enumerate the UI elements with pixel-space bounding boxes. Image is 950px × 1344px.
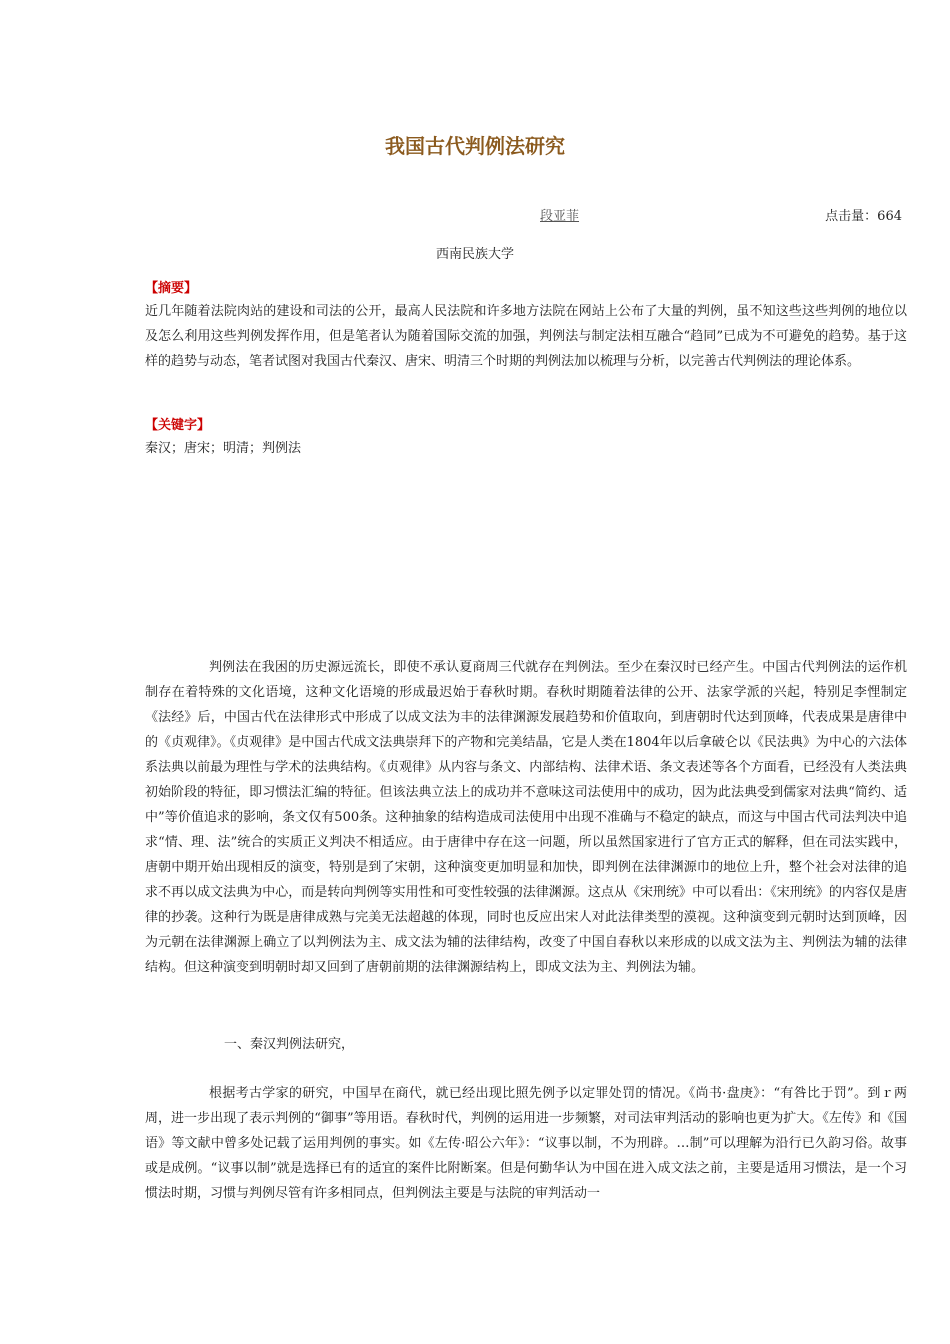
abstract-label: 【摘要】 [145, 281, 198, 296]
hit-count: 点击量：664 [825, 209, 902, 224]
keywords-label: 【关键字】 [145, 418, 211, 433]
intro-paragraph: 判例法在我困的历史源远流长，即使不承认夏商周三代就存在判例法。至少在秦汉时已经产生。中国古代判例法的运作机制存在着特殊的文化语境，这种文化语境的形成最迟始于春秋时期。春秋时期随着法律的公开、法家学派的兴起，特别足李悝制定《法经》后，中国古代在法律形式中形成了以成文法为丰的法律渊源发展趋势和价值取向，到唐朝时代达到顶峰，代表成果是唐律中的《贞观律》。《贞观律》是中国古代成文法典崇拜下的产物和完美结晶，它是人类在1804年以后拿破仑以《民法典》为中心的六法体系法典以前最为理性与学术的法典结构。《贞观律》从内容与条文、内部结构、法律术语、条文表述等各个方面看，已经没有人类法典初始阶段的特征，即习惯法汇编的特征。但该法典立法上的成功并不意味这司法使用中的成功，因为此法典受到儒家对法典“简约、适中”等价值追求的影响，条文仅有500条。这种抽象的结构造成司法使用中出现不准确与不稳定的缺点，而这与中国古代司法判决中追求“情、理、法”统合的实质正义判决不相适应。由于唐律中存在这一问题，所以虽然国家进行了官方正式的解释，但在司法实践中，唐朝中期开始出现相反的演变，特别是到了宋朝，这种演变更加明显和加快，即判例在法律渊源巾的地位上升，整个社会对法律的追求不再以成文法典为中心，而是转向判例等实用性和可变性较强的法律渊源。这点从《宋刑统》中可以看出：《宋刑统》的内容仅是唐律的抄袭。这种行为既是唐律成熟与完美无法超越的体现，同时也反应出宋人对此法律类型的漠视。这种演变到元朝时达到顶峰，因为元朝在法律渊源上确立了以判例法为主、成文法为辅的法律结构，改变了中国自春秋以来形成的以成文法为主、判例法为辅的法律结构。但这种演变到明朝时却又回到了唐朝前期的法律渊源结构上，即成文法为主、判例法为辅。 [145, 660, 907, 975]
section-heading-qinhan: 一、秦汉判例法研究， [224, 1037, 355, 1052]
abstract-text: 近几年随着法院肉站的建设和司法的公开，最高人民法院和许多地方法院在网站上公布了大量的判例，虽不知这些这些判例的地位以及怎么利用这些判例发挥作用，但是笔者认为随着国际交流的加强，判例法与制定法相互融合“趋同”已成为不可避免的趋势。基于这样的趋势与动态，笔者试图对我国古代秦汉、唐宋、明清三个时期的判例法加以梳理与分析，以完善古代判例法的理论体系。 [145, 304, 907, 369]
keywords-text: 秦汉；唐宋；明清；判例法 [145, 441, 302, 456]
page-title: 我国古代判例法研究 [385, 134, 565, 158]
author-link[interactable]: 段亚菲 [540, 209, 580, 224]
author-affiliation: 西南民族大学 [435, 247, 514, 262]
section-paragraph-qinhan: 根据考古学家的研究，中国早在商代，就已经出现比照先例予以定罪处罚的情况。《尚书·盘庚》：“有咎比于罚”。到ｒ两周，进一步出现了表示判例的“御事”等用语。春秋时代，判例的运用进一步频繁，对司法审判活动的影响也更为扩大。《左传》和《国语》等文献中曾多处记载了运用判例的事实。如《左传·昭公六年》：“议事以制，不为刑辟。…制”可以理解为沿行已久韵习俗。故事或是成例。“议事以制”就是选择已有的适宜的案件比附断案。但是何勤华认为中国在进入成文法之前，主要是适用习惯法，是一个习惯法时期，习惯与判例尽管有许多相同点，但判例法主要是与法院的审判活动一 [145, 1086, 907, 1201]
